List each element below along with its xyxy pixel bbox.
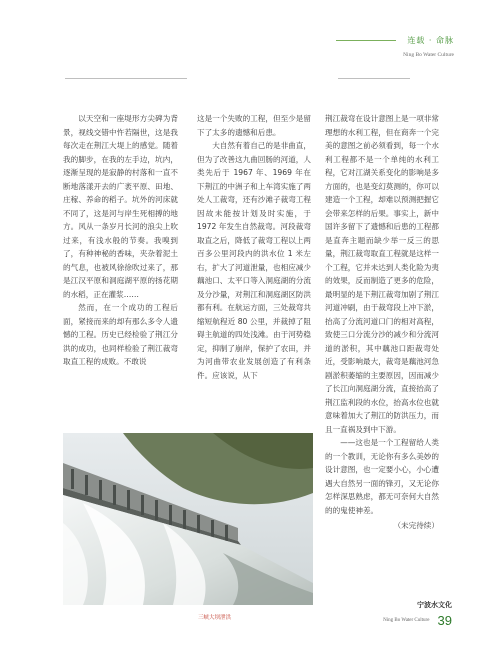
page-footer (383, 600, 452, 629)
page-header (336, 30, 454, 58)
text-column-1 (63, 112, 178, 369)
divider-left (65, 78, 187, 79)
dam-photo-illustration (63, 433, 313, 605)
divider-right (338, 78, 410, 79)
paragraph: 然而，在一个成功的工程后面，紧接而来的却有那么多令人遗憾的工程。历史已经检验了荆江分洪的成功，也同样检验了荆江裁弯取直工程的成败。不敢说 (63, 303, 178, 366)
page-number: 39 (437, 613, 452, 628)
paragraph: 这是一个失败的工程，但至少是留下了太多的遗憾和后患。 (197, 114, 311, 137)
paragraph: 大自然有着自己的是非曲直，但为了改善这九曲回肠的河道，人类先后于 1967 年、1969 年在下荆江的中洲子和上车湾实施了两处人工裁弯，还有沙滩子裁弯工程因故未能按计划及时实施，于 1972 年发生自然裁弯。河段裁弯取直之后，降低了裁弯工程以上两百多公里河段内的洪水位 1 米左右，扩大了河道泄量，也相应减少藕池口、太平口等入洞庭湖的分流及分沙量，对荆江和洞庭湖区防洪都有利。在航运方面，三处裁弯共缩短航程近 80 公里，并裁掉了阻碍主航道的四处浅滩。由于河势稳定，抑制了崩岸，保护了农田，并为河曲带农业发展创造了有利条件。应该说，从下 (197, 141, 311, 380)
footer-title: 宁波水文化 (417, 601, 452, 609)
paragraph: ——这也是一个工程留给人类的一个教训，无论你有多么美妙的设计意图，也一定要小心，小心遭遇大自然另一面的锋刃，又无论你怎样深思熟虑，都无可奈何大自然的的鬼使神差。 (325, 438, 439, 515)
section-subtitle: Ning Bo Water Culture (403, 52, 454, 58)
footer-subtitle: Ning Bo Water Culture (383, 618, 430, 623)
header-rule (336, 40, 396, 41)
photo-caption: 三峡大坝泄洪 (198, 615, 232, 621)
paragraph: 以天空和一座堤形方尖碑为背景，视线交错中忤若隔世，这是我每次走在荆江大堤上的感觉。随着我的脚步，在我的左手边，坑内，逐渐呈现的是寂静的村落和一直不断地落漾开去的广袤平原、田地、庄稼、养命的稻子。坑外的河床就不同了，这是河与岸生死相搏的地方。风从一条岁月长河的浪尖上吹过来，有浅水般的节奏。我嗅到了，有种神秘的香味，夹杂着泥土的气息，也被风徐徐吹过来了，那是江汉平原和洞庭湖平原的扬花期的水稻，正在灌浆…… (63, 114, 178, 299)
dam-spillway-photo (63, 433, 313, 605)
to-be-continued: （未完待续） (393, 521, 439, 530)
text-column-3 (325, 112, 439, 533)
section-title: 连载 · 命脉 (407, 36, 454, 45)
paragraph: 荆江裁弯在设计意图上是一项非常理想的水利工程，但在商奔一个完美的意图之前必须看到，每一个水利工程都不是一个单纯的水利工程，它对江湖关系变化的影响是多方面的，也是变幻莫测的，你可以建造一个工程，却难以预测把握它会带来怎样的后果。事实上，新中国许多留下了遗憾和后患的工程都是直奔主题而缺少举一反三的思量，荆江裁弯取直工程就是这样一个工程，它并未达到人类化险为夷的效果，反而制造了更多的危险，最明显的是下荆江裁弯加剧了荆江河道冲刷，由于裁弯段上冲下淤，抬高了分流河道口门的相对高程，致使三口分流分沙的减少和分流河道的淤积，其中藕池口距裁弯处近，受影响最大，裁弯是藕池河急剧淤积萎缩的主要原因，因而减少了长江向洞庭湖分流，直接抬高了荆江监利段的水位，抬高水位也就意味着加大了荆江的防洪压力，而且一直祸及到中下游。 (325, 114, 439, 434)
text-column-2 (197, 112, 311, 382)
